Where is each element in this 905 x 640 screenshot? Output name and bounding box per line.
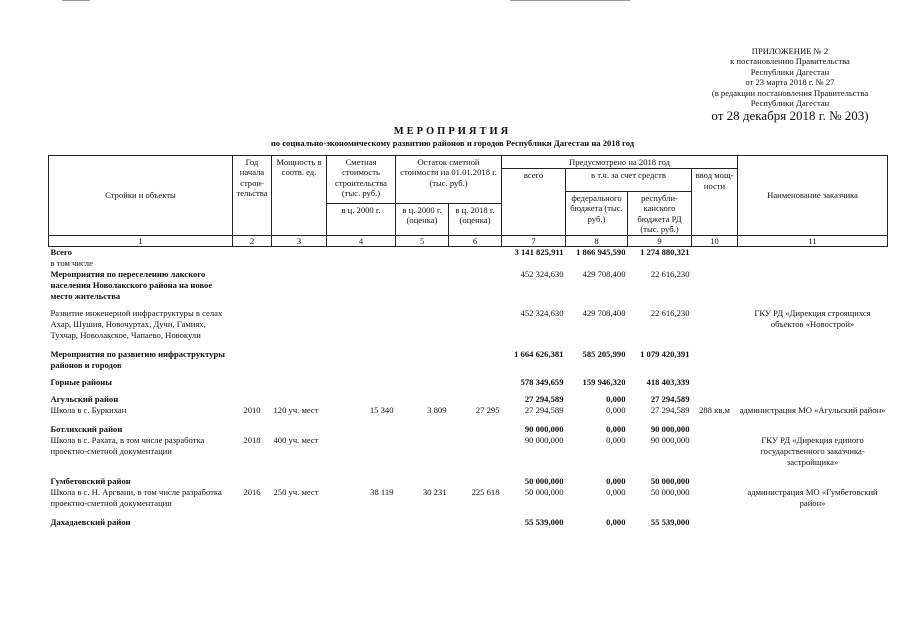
- header-capacity: Мощность в соотв. ед.: [272, 156, 327, 236]
- header-federal: федерального бюджета (тыс. руб.): [566, 191, 628, 236]
- table-row: [49, 487, 888, 509]
- cell-republic: 50 000,000: [650, 487, 690, 498]
- table-row: [49, 517, 888, 528]
- cell-total: 452 324,630: [520, 269, 564, 280]
- row-name: Мероприятия по переселению лакского населения Новолакского района на новое место жительства: [50, 269, 213, 302]
- row-name: Дахадаевский район: [50, 517, 131, 528]
- cell-rem-2000: 3 809: [427, 405, 447, 416]
- appendix-line: Республики Дагестан: [750, 98, 830, 109]
- row-name: Школа в с. Рахата, в том числе разработка проектно-сметной документации: [50, 435, 205, 457]
- appendix-line: ПРИЛОЖЕНИЕ № 2: [751, 46, 829, 56]
- cell-republic: 50 000,000: [650, 476, 690, 487]
- table-row: [49, 424, 888, 435]
- appendix-line: к постановлению Правительства: [730, 56, 850, 67]
- row-name: в том числе: [50, 258, 93, 269]
- column-number: 4: [327, 236, 396, 247]
- cell-republic: 27 294,589: [650, 394, 690, 405]
- cell-rem-2018: 225 618: [471, 487, 500, 498]
- appendix-block: [690, 46, 890, 123]
- cell-total: 1 664 626,381: [514, 349, 564, 360]
- table-row: [49, 247, 888, 259]
- cell-republic: 90 000,000: [650, 424, 690, 435]
- title-main: МЕРОПРИЯТИЯ: [393, 126, 512, 137]
- appendix-line: от 23 марта 2018 г. № 27: [745, 77, 835, 88]
- cell-federal: 0,000: [606, 435, 626, 446]
- cell-year: 2016: [243, 487, 261, 498]
- column-number: 5: [396, 236, 449, 247]
- cell-republic: 55 539,000: [650, 517, 690, 528]
- appendix-line: Республики Дагестан: [750, 66, 830, 77]
- cell-rem-2000: 30 231: [422, 487, 447, 498]
- cell-republic: 90 000,000: [650, 435, 690, 446]
- row-name: Всего: [50, 247, 72, 258]
- cell-republic: 1 079 420,391: [640, 349, 690, 360]
- cell-federal: 0,000: [606, 405, 626, 416]
- table-row: [49, 435, 888, 468]
- cell-capacity: 120 уч. мест: [273, 405, 319, 416]
- cell-republic: 1 274 880,321: [640, 247, 690, 258]
- cell-customer: ГКУ РД «Дирекция строящихся объектов «Новострой»: [754, 308, 871, 330]
- row-name: Развитие инженерной инфраструктуры в селах Ахар, Шушия, Новочуртах, Дучи, Гамиях, Тухчар, Новолакское, Чапаево, Новокули: [50, 308, 223, 341]
- column-number: 11: [738, 236, 888, 247]
- table-row: [49, 269, 888, 302]
- column-number: 3: [272, 236, 327, 247]
- header-objects: Стройки и объекты: [49, 156, 233, 236]
- header-rem-2018: в ц. 2018 г. (оценка): [449, 203, 502, 235]
- cell-federal: 1 866 945,590: [576, 247, 626, 258]
- cell-total: 452 324,630: [520, 308, 564, 319]
- header-estimate-prices: в ц. 2000 г.: [327, 203, 396, 235]
- cell-federal: 159 946,320: [582, 377, 626, 388]
- header-remainder: Остаток сметной стоимости на 01.01.2018 г. (тыс. руб.): [396, 156, 502, 204]
- cell-customer: ГКУ РД «Дирекция единого государственного заказчика-застройщика»: [760, 435, 865, 468]
- table-row: [49, 476, 888, 487]
- cell-commissioning: 288 кв.м: [699, 405, 730, 416]
- cell-customer: администрация МО «Гумбетовский район»: [747, 487, 878, 509]
- cell-total: 50 000,000: [524, 487, 564, 498]
- cell-federal: 0,000: [606, 487, 626, 498]
- cell-total: 90 000,000: [524, 435, 564, 446]
- column-number: 10: [692, 236, 738, 247]
- cell-federal: 429 708,400: [582, 308, 626, 319]
- cell-year: 2010: [243, 405, 261, 416]
- cell-total: 55 539,000: [524, 517, 564, 528]
- cell-federal: 429 708,400: [582, 269, 626, 280]
- cell-federal: 0,000: [606, 476, 626, 487]
- cell-estimate: 15 340: [369, 405, 394, 416]
- row-name: Ботлихский район: [50, 424, 123, 435]
- measures-table: [48, 155, 888, 528]
- cell-republic: 22 616,230: [650, 308, 690, 319]
- header-year: Год начала строи-тельства: [233, 156, 272, 236]
- cell-federal: 0,000: [606, 394, 626, 405]
- cell-total: 3 141 825,911: [514, 247, 564, 258]
- cell-republic: 27 294,589: [650, 405, 690, 416]
- header-total: всего: [502, 169, 566, 236]
- table-row: [49, 405, 888, 416]
- table-row: [49, 377, 888, 388]
- row-name: Агульский район: [50, 394, 119, 405]
- column-number: 1: [49, 236, 233, 247]
- table-row: [49, 394, 888, 405]
- title-sub: по социально-экономическому развитию районов и городов Республики Дагестан на 2018 год: [270, 138, 635, 148]
- row-name: Школа в с. Буркихан: [50, 405, 127, 416]
- column-number: 8: [566, 236, 628, 247]
- header-incl: в т.ч. за счет средств: [566, 169, 692, 191]
- row-name: Горные районы: [50, 377, 112, 388]
- cell-total: 50 000,000: [524, 476, 564, 487]
- cell-total: 90 000,000: [524, 424, 564, 435]
- appendix-line: от 28 декабря 2018 г. № 203): [711, 108, 869, 124]
- header-customer: Наименование заказчика: [738, 156, 888, 236]
- header-republic: республи-канского бюджета РД (тыс. руб.): [628, 191, 692, 236]
- scan-artifact: [510, 0, 630, 1]
- cell-federal: 585 205,990: [582, 349, 626, 360]
- column-number: 6: [449, 236, 502, 247]
- appendix-line: (в редакции постановления Правительства: [711, 87, 869, 98]
- document-title: [0, 126, 905, 148]
- cell-total: 27 294,589: [524, 394, 564, 405]
- header-rem-2000: в ц. 2000 г. (оценка): [396, 203, 449, 235]
- table-row: [49, 258, 888, 269]
- cell-total: 578 349,659: [520, 377, 564, 388]
- header-commissioning: ввод мощ-ности: [692, 169, 738, 236]
- column-number: 2: [233, 236, 272, 247]
- cell-rem-2018: 27 295: [475, 405, 500, 416]
- cell-capacity: 250 уч. мест: [273, 487, 319, 498]
- cell-capacity: 400 уч. мест: [273, 435, 319, 446]
- row-name: Мероприятия по развитию инфраструктуры районов и городов: [50, 349, 225, 371]
- column-number: 7: [502, 236, 566, 247]
- table-row: [49, 308, 888, 341]
- cell-federal: 0,000: [606, 517, 626, 528]
- column-number-row: [49, 236, 888, 247]
- cell-federal: 0,000: [606, 424, 626, 435]
- scan-artifact: [62, 0, 90, 1]
- cell-estimate: 38 119: [370, 487, 394, 498]
- header-planned: Предусмотрено на 2018 год: [502, 156, 738, 169]
- header-estimate: Сметная стоимость строительства (тыс. руб.): [327, 156, 396, 204]
- row-name: Гумбетовский район: [50, 476, 131, 487]
- row-name: Школа в с. Н. Аргвани, в том числе разработка проектно-сметной документации: [50, 487, 222, 509]
- cell-republic: 418 403,339: [646, 377, 690, 388]
- cell-total: 27 294,589: [524, 405, 564, 416]
- cell-customer: администрация МО «Агульский район»: [739, 405, 886, 416]
- table-row: [49, 349, 888, 371]
- cell-republic: 22 616,230: [650, 269, 690, 280]
- column-number: 9: [628, 236, 692, 247]
- cell-year: 2018: [243, 435, 261, 446]
